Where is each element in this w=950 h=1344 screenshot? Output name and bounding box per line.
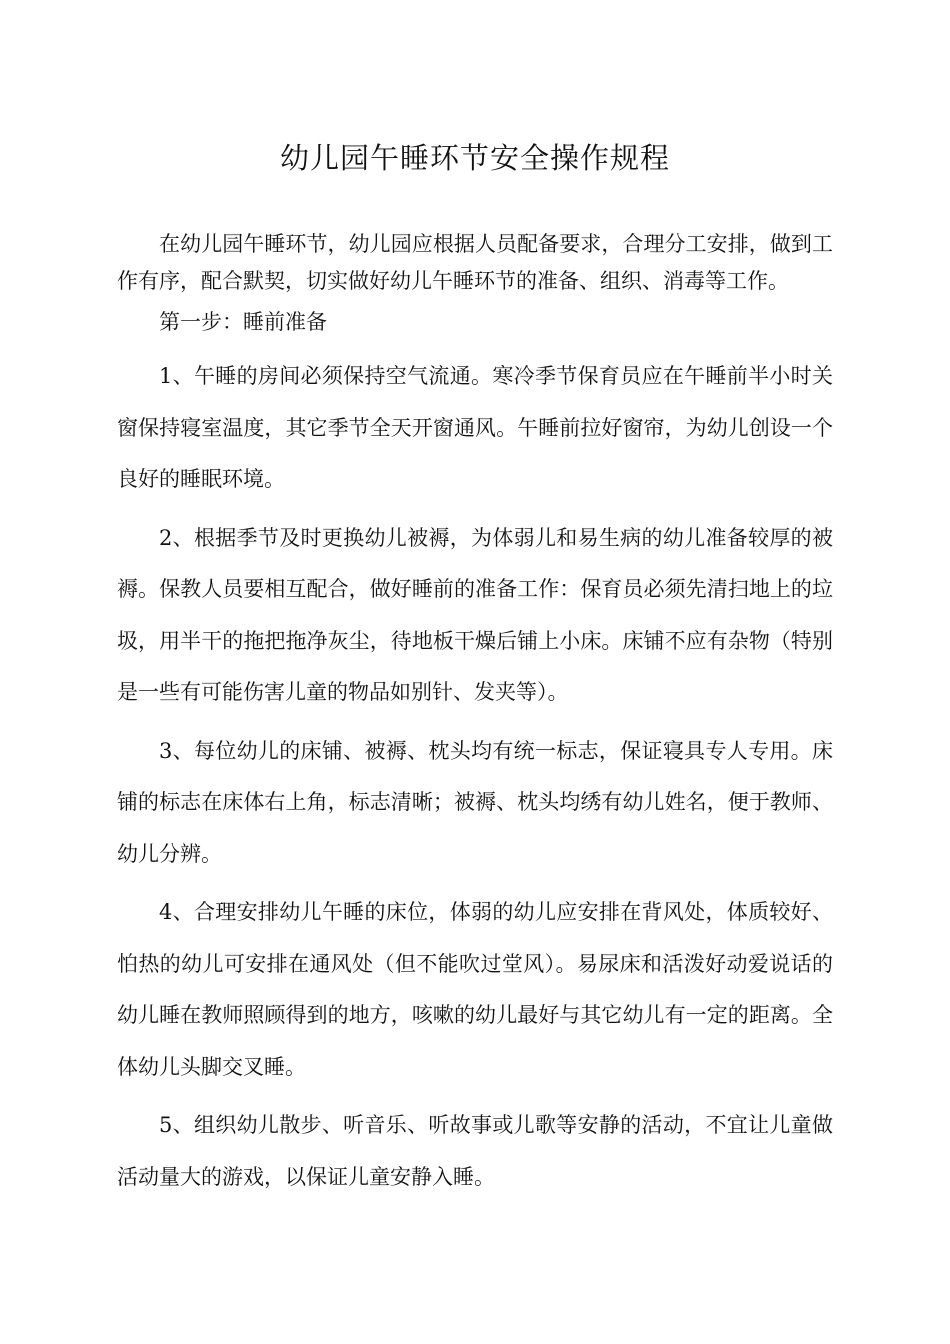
list-item: 5、组织幼儿散步、听音乐、听故事或儿歌等安静的活动，不宜让儿童做活动量大的游戏，以保证儿童安静入睡。 — [117, 1113, 833, 1189]
step-heading: 第一步：睡前准备 — [159, 310, 327, 334]
document-title: 幼儿园午睡环节安全操作规程 — [279, 141, 670, 175]
document-body — [117, 226, 833, 1203]
list-item: 2、根据季节及时更换幼儿被褥，为体弱儿和易生病的幼儿准备较厚的被褥。保教人员要相互配合，做好睡前的准备工作：保育员必须先清扫地上的垃圾，用半干的拖把拖净灰尘，待地板干燥后铺上小床。床铺不应有杂物（特别是一些有可能伤害儿童的物品如别针、发夹等）。 — [117, 525, 833, 704]
list-item: 3、每位幼儿的床铺、被褥、枕头均有统一标志，保证寝具专人专用。床铺的标志在床体右上角，标志清晰；被褥、枕头均绣有幼儿姓名，便于教师、幼儿分辨。 — [117, 738, 833, 866]
list-item: 4、合理安排幼儿午睡的床位，体弱的幼儿应安排在背风处，体质较好、怕热的幼儿可安排在通风处（但不能吹过堂风）。易尿床和活泼好动爱说话的幼儿睡在教师照顾得到的地方，咳嗽的幼儿最好与其它幼儿有一定的距离。全体幼儿头脚交叉睡。 — [117, 900, 833, 1079]
list-item: 1、午睡的房间必须保持空气流通。寒冷季节保育员应在午睡前半小时关窗保持寝室温度，其它季节全天开窗通风。午睡前拉好窗帘，为幼儿创设一个良好的睡眠环境。 — [117, 364, 833, 491]
intro-paragraph: 在幼儿园午睡环节，幼儿园应根据人员配备要求，合理分工安排，做到工作有序，配合默契，切实做好幼儿午睡环节的准备、组织、消毒等工作。 — [117, 232, 833, 293]
